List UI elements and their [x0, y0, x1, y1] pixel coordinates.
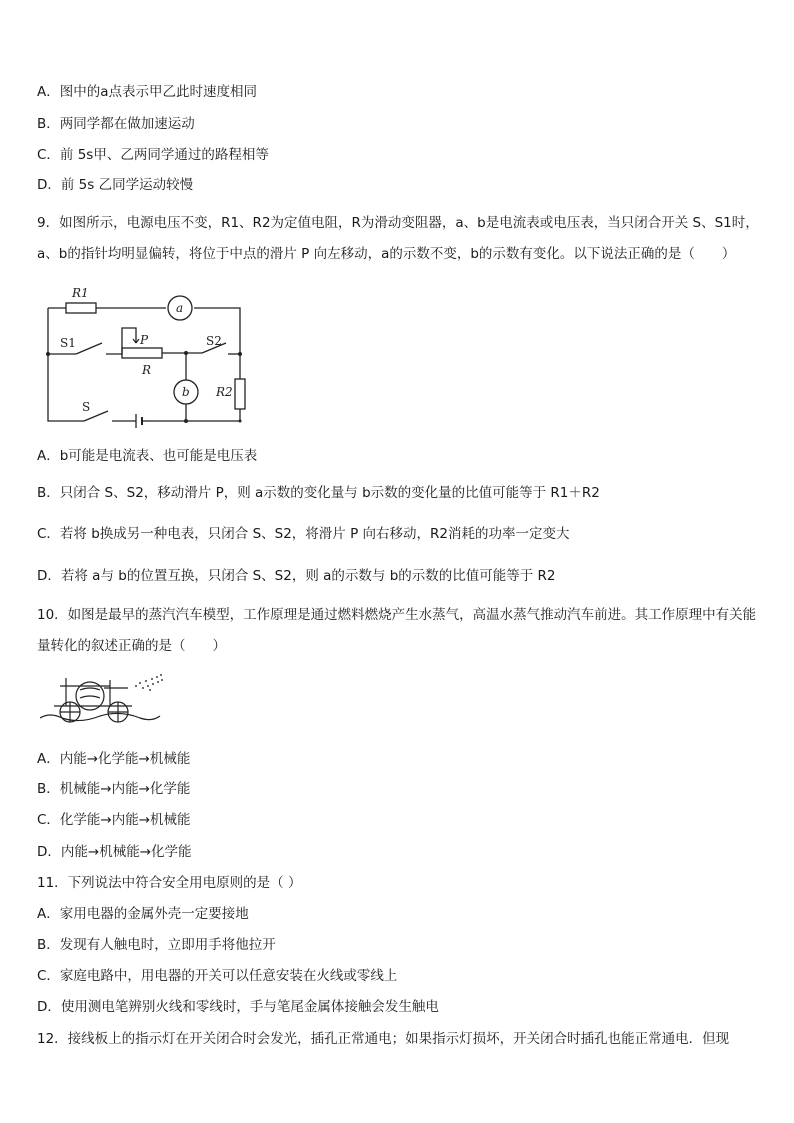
label-r2: R2 — [216, 385, 233, 399]
label-s2: S2 — [206, 334, 222, 348]
label-s1: S1 — [60, 336, 76, 350]
q11-option-c: C．家庭电路中，用电器的开关可以任意安装在火线或零线上 — [37, 968, 398, 984]
q8-option-a: A．图中的a点表示甲乙此时速度相同 — [37, 84, 258, 100]
q10-option-b: B．机械能→内能→化学能 — [37, 781, 191, 797]
switch-s1 — [76, 343, 102, 354]
q12-stem: 12．接线板上的指示灯在开关闭合时会发光，插孔正常通电；如果指示灯损坏，开关闭合时插孔也能正常通电．但现 — [37, 1031, 730, 1047]
q9-option-c: C．若将 b换成另一种电表，只闭合 S、S2，将滑片 P 向右移动，R2消耗的功率一定变大 — [37, 526, 570, 542]
q11-option-b: B．发现有人触电时，立即用手将他拉开 — [37, 937, 276, 953]
q9-option-b: B．只闭合 S、S2，移动滑片 P，则 a示数的变化量与 b示数的变化量的比值可能等于 R1＋R2 — [37, 485, 600, 501]
q9-option-a: A．b可能是电流表、也可能是电压表 — [37, 448, 258, 464]
q10-option-c: C．化学能→内能→机械能 — [37, 812, 191, 828]
q11-option-a: A．家用电器的金属外壳一定要接地 — [37, 906, 249, 922]
label-a: a — [176, 301, 184, 315]
steam-spray — [135, 674, 163, 691]
label-b: b — [182, 385, 190, 399]
q9-option-d: D．若将 a与 b的位置互换，只闭合 S、S2，则 a的示数与 b的示数的比值可能等于 R2 — [37, 568, 556, 584]
q10-option-a: A．内能→化学能→机械能 — [37, 751, 191, 767]
q9-circuit-figure — [36, 283, 251, 428]
q11-option-d: D．使用测电笔辨别火线和零线时，手与笔尾金属体接触会发生触电 — [37, 999, 439, 1015]
wire-left — [48, 308, 84, 421]
resistor-r2 — [235, 379, 245, 409]
label-p: P — [140, 333, 149, 347]
q9-stem: 9．如图所示，电源电压不变，R1、R2为定值电阻，R为滑动变阻器，a、b是电流表或电压表，当只闭合开关 S、S1时，a、b的指针均明显偏转，将位于中点的滑片 P 向左移动，a的示数不变，b的示数有变化。以下说法正确的是（ ） — [37, 215, 759, 262]
q10-option-d: D．内能→机械能→化学能 — [37, 844, 192, 860]
q11-stem: 11．下列说法中符合安全用电原则的是（ ） — [37, 875, 302, 891]
q8-option-c: C．前 5s甲、乙两同学通过的路程相等 — [37, 147, 269, 163]
ground — [40, 713, 160, 720]
q8-option-d: D．前 5s 乙同学运动较慢 — [37, 177, 194, 193]
label-r: R — [142, 363, 152, 377]
resistor-r1 — [66, 303, 96, 313]
label-r1: R1 — [72, 286, 89, 300]
steam-car-illustration — [40, 668, 168, 730]
q10-stem: 10．如图是最早的蒸汽汽车模型，工作原理是通过燃料燃烧产生水蒸气，高温水蒸气推动汽车前进。其工作原理中有关能量转化的叙述正确的是（ ） — [37, 607, 757, 654]
rheostat-r — [122, 348, 162, 358]
q8-option-b: B．两同学都在做加速运动 — [37, 116, 195, 132]
label-s: S — [82, 400, 91, 414]
